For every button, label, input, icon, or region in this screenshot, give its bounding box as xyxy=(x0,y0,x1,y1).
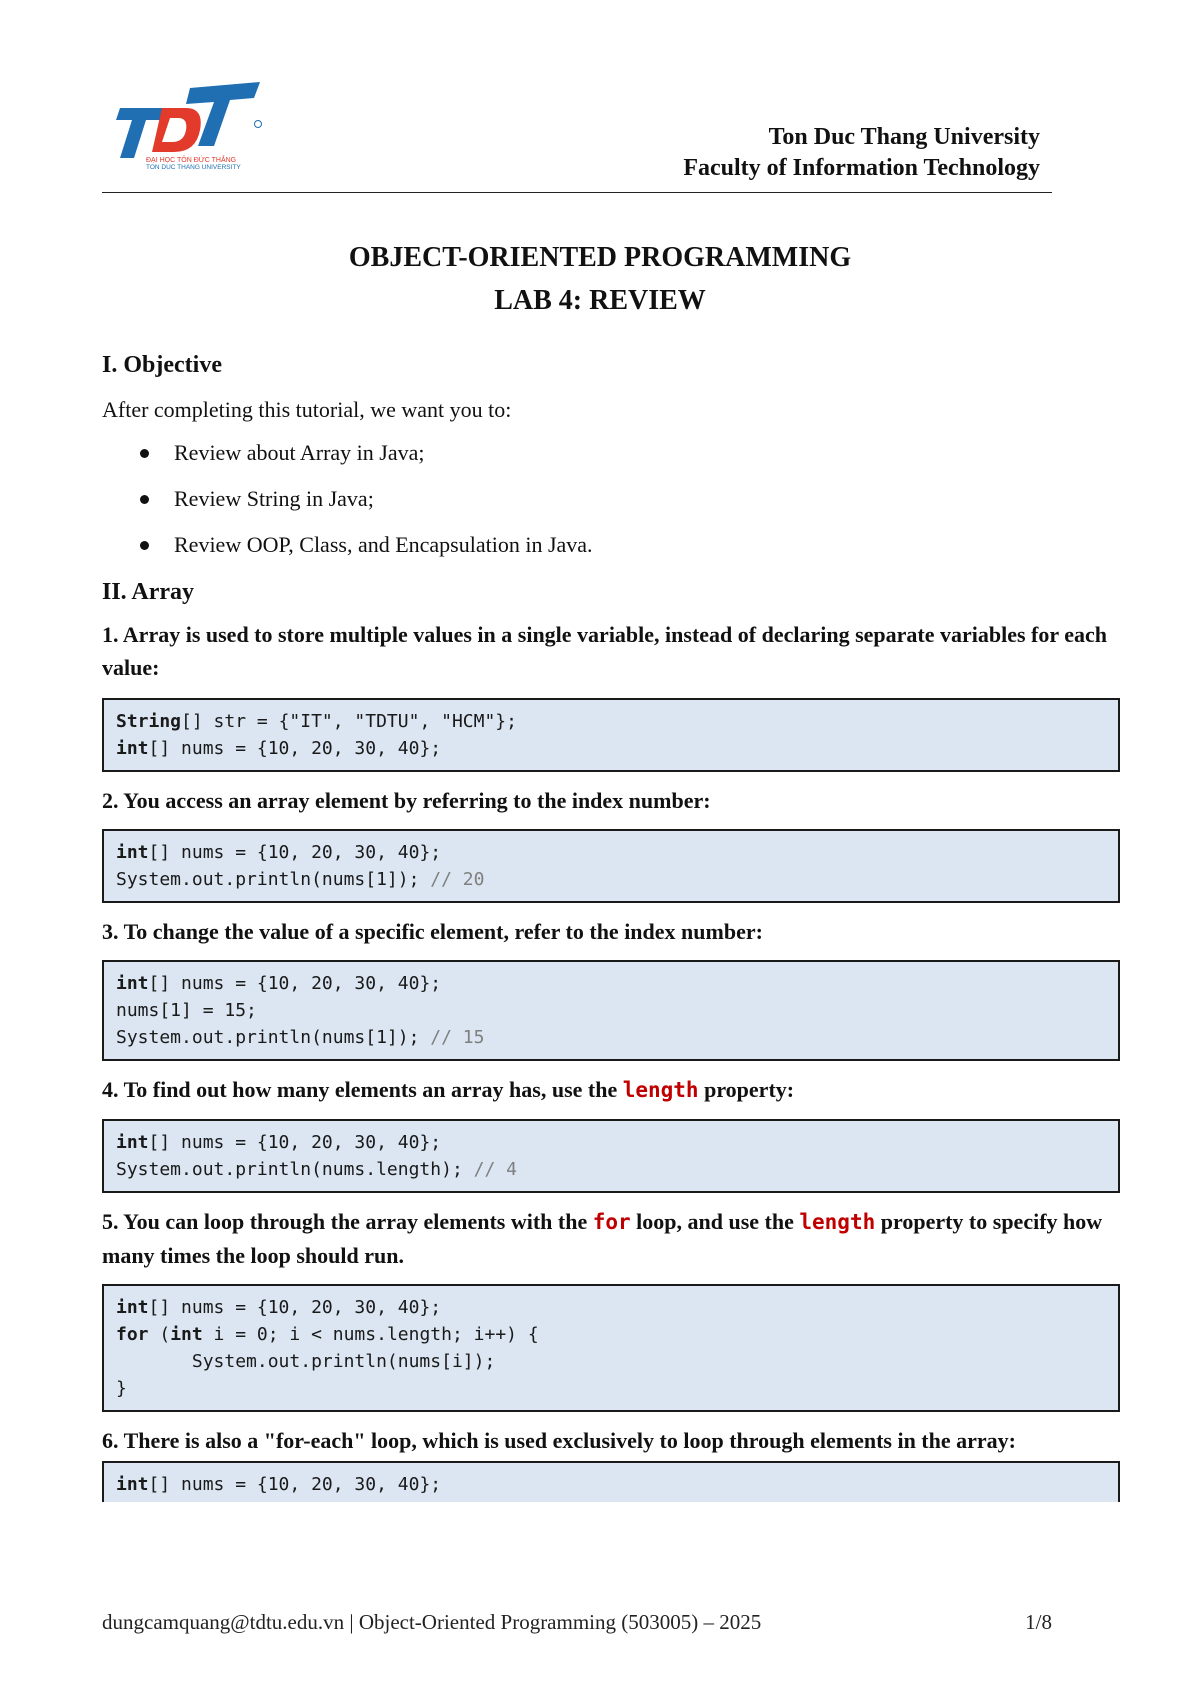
code-keyword: int xyxy=(116,973,149,994)
university-name: Ton Duc Thang University xyxy=(768,124,1040,150)
objective-list xyxy=(102,441,1120,557)
code-keyword: int xyxy=(116,842,149,863)
code-text: [] nums = {10, 20, 30, 40}; xyxy=(148,1297,442,1318)
code-block-1 xyxy=(102,698,1120,772)
code-text: [] nums = {10, 20, 30, 40}; xyxy=(148,842,442,863)
document-body xyxy=(102,352,1120,1502)
bullet-icon xyxy=(140,541,149,550)
objective-heading: I. Objective xyxy=(102,352,222,378)
bullet-icon xyxy=(140,449,149,458)
code-block-2 xyxy=(102,829,1120,903)
question-text: 5. You can loop through the array elements with the xyxy=(102,1209,593,1234)
code-comment: // 15 xyxy=(430,1027,485,1048)
question-4 xyxy=(102,1073,1120,1107)
logo-mark xyxy=(116,82,262,158)
footer-info: dungcamquang@tdtu.edu.vn | Object-Oriented Programming (503005) – 2025 xyxy=(102,1610,762,1634)
code-keyword: int xyxy=(170,1324,203,1345)
logo-subtitle-vn: ĐẠI HỌC TÔN ĐỨC THẮNG xyxy=(146,157,237,164)
code-text: [] str = {"IT", "TDTU", "HCM"}; xyxy=(181,711,517,732)
code-text: System.out.println(nums[1]); xyxy=(116,869,431,890)
inline-keyword: for xyxy=(592,1210,631,1234)
code-text: [] nums = {10, 20, 30, 40}; xyxy=(148,738,442,759)
code-text: i = 0; i < nums.length; i++) { xyxy=(202,1324,539,1345)
code-keyword: for xyxy=(116,1324,149,1345)
list-item xyxy=(102,487,1120,511)
code-block-4 xyxy=(102,1119,1120,1193)
question-1: 1. Array is used to store multiple values in a single variable, instead of declaring separate variables for each value: xyxy=(102,622,1108,680)
code-text: [] nums = {10, 20, 30, 40}; xyxy=(148,1474,442,1495)
code-block-5 xyxy=(102,1284,1120,1412)
inline-keyword: length xyxy=(799,1210,876,1234)
list-item-text: Review String in Java; xyxy=(174,486,374,511)
objective-intro: After completing this tutorial, we want you to: xyxy=(102,397,512,422)
logo-subtitle-en: TON DUC THANG UNIVERSITY xyxy=(146,164,241,170)
lab-title: LAB 4: REVIEW xyxy=(494,285,706,316)
code-text: [] nums = {10, 20, 30, 40}; xyxy=(148,1132,442,1153)
list-item xyxy=(102,533,1120,557)
question-3: 3. To change the value of a specific element, refer to the index number: xyxy=(102,919,763,944)
university-block xyxy=(683,122,1040,184)
code-text: System.out.println(nums[i]); xyxy=(116,1351,496,1372)
code-text: [] nums = {10, 20, 30, 40}; xyxy=(148,973,442,994)
code-keyword: int xyxy=(116,738,149,759)
question-text: loop, and use the xyxy=(630,1209,800,1234)
code-text: } xyxy=(116,1378,127,1399)
question-6: 6. There is also a "for-each" loop, which is used exclusively to loop through elements in the array: xyxy=(102,1428,1016,1453)
page-number: 1/8 xyxy=(1025,1610,1052,1634)
code-keyword: int xyxy=(116,1474,149,1495)
code-text: System.out.println(nums[1]); xyxy=(116,1027,431,1048)
tdtu-logo xyxy=(112,78,272,170)
code-text: ( xyxy=(148,1324,171,1345)
course-title: OBJECT-ORIENTED PROGRAMMING xyxy=(348,242,852,273)
array-heading: II. Array xyxy=(102,579,194,605)
code-text: nums[1] = 15; xyxy=(116,1000,257,1021)
inline-keyword: length xyxy=(622,1078,699,1102)
header-divider xyxy=(102,192,1052,193)
question-5 xyxy=(102,1205,1120,1272)
code-block-6 xyxy=(102,1461,1120,1502)
list-item xyxy=(102,441,1120,465)
code-comment: // 4 xyxy=(473,1159,517,1180)
faculty-name: Faculty of Information Technology xyxy=(683,155,1040,181)
code-keyword: int xyxy=(116,1132,149,1153)
code-text: System.out.println(nums.length); xyxy=(116,1159,474,1180)
code-keyword: String xyxy=(116,711,182,732)
question-text: property to specify how many times the loop should run. xyxy=(102,1209,1103,1268)
code-block-3 xyxy=(102,960,1120,1061)
code-keyword: int xyxy=(116,1297,149,1318)
list-item-text: Review about Array in Java; xyxy=(174,440,425,465)
list-item-text: Review OOP, Class, and Encapsulation in Java. xyxy=(174,532,593,557)
question-2: 2. You access an array element by referring to the index number: xyxy=(102,788,711,813)
bullet-icon xyxy=(140,495,149,504)
code-comment: // 20 xyxy=(430,869,485,890)
question-text: property: xyxy=(698,1077,795,1102)
question-text: 4. To find out how many elements an array has, use the xyxy=(102,1077,623,1102)
page-footer xyxy=(102,1610,1052,1635)
